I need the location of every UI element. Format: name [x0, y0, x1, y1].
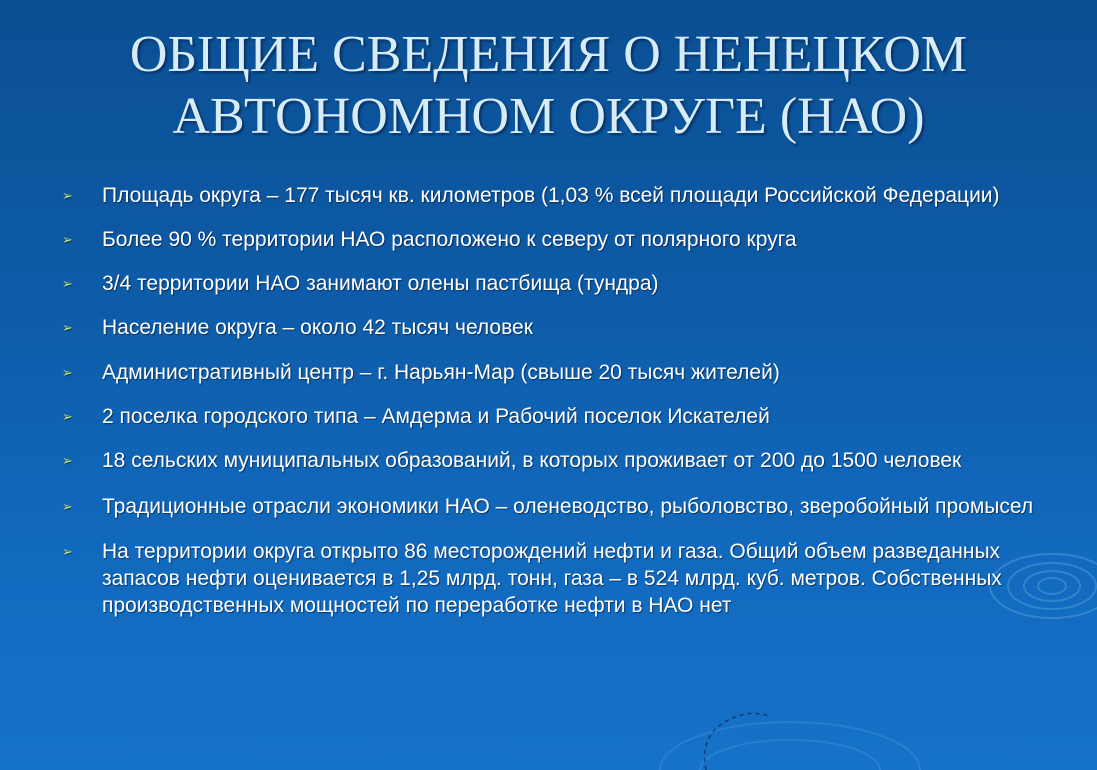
bullet-item [62, 403, 1062, 430]
bullet-text: 3/4 территории НАО занимают олены пастбища (тундра) [102, 272, 659, 295]
bullet-text: Население округа – около 42 тысяч человек [102, 316, 533, 339]
bullet-text: Более 90 % территории НАО расположено к северу от полярного круга [102, 228, 797, 251]
arrow-bullet-icon: ➢ [62, 188, 73, 203]
bullet-text: Административный центр – г. Нарьян-Мар (свыше 20 тысяч жителей) [102, 361, 780, 384]
bullet-item [62, 270, 1062, 297]
bullet-item [62, 226, 1062, 253]
arrow-bullet-icon: ➢ [62, 276, 73, 291]
bullet-text: 2 поселка городского типа – Амдерма и Рабочий поселок Искателей [102, 405, 770, 428]
arrow-bullet-icon: ➢ [62, 544, 73, 559]
bullet-list [62, 182, 1062, 619]
bullet-item [62, 359, 1062, 386]
arrow-bullet-icon: ➢ [62, 232, 73, 247]
bullet-item [62, 182, 1062, 209]
arrow-bullet-icon: ➢ [62, 365, 73, 380]
bullet-item [62, 493, 1062, 520]
slide-title-line: АВТОНОМНОМ ОКРУГЕ (НАО) [172, 88, 925, 145]
arrow-bullet-icon: ➢ [62, 499, 73, 514]
bullet-item [62, 538, 1062, 619]
slide-title [40, 24, 1057, 148]
bullet-text: Традиционные отрасли экономики НАО – оленеводство, рыболовство, зверобойный промысел [102, 495, 1034, 518]
bullet-text: Площадь округа – 177 тысяч кв. километров (1,03 % всей площади Российской Федерации) [102, 184, 1000, 207]
arrow-bullet-icon: ➢ [62, 320, 73, 335]
arrow-bullet-icon: ➢ [62, 453, 73, 468]
bullet-item [62, 314, 1062, 341]
arrow-bullet-icon: ➢ [62, 409, 73, 424]
bullet-text: 18 сельских муниципальных образований, в которых проживает от 200 до 1500 человек [102, 449, 962, 472]
bullet-text: На территории округа открыто 86 месторождений нефти и газа. Общий объем разведанных запасов нефти оценивается в 1,25 млрд. тонн, газа – в 524 млрд. куб. метров. Собственных производственных мощностей по переработке нефти в НАО нет [102, 540, 1002, 617]
bullet-item [62, 447, 1062, 474]
slide-title-line: ОБЩИЕ СВЕДЕНИЯ О НЕНЕЦКОМ [129, 26, 968, 83]
